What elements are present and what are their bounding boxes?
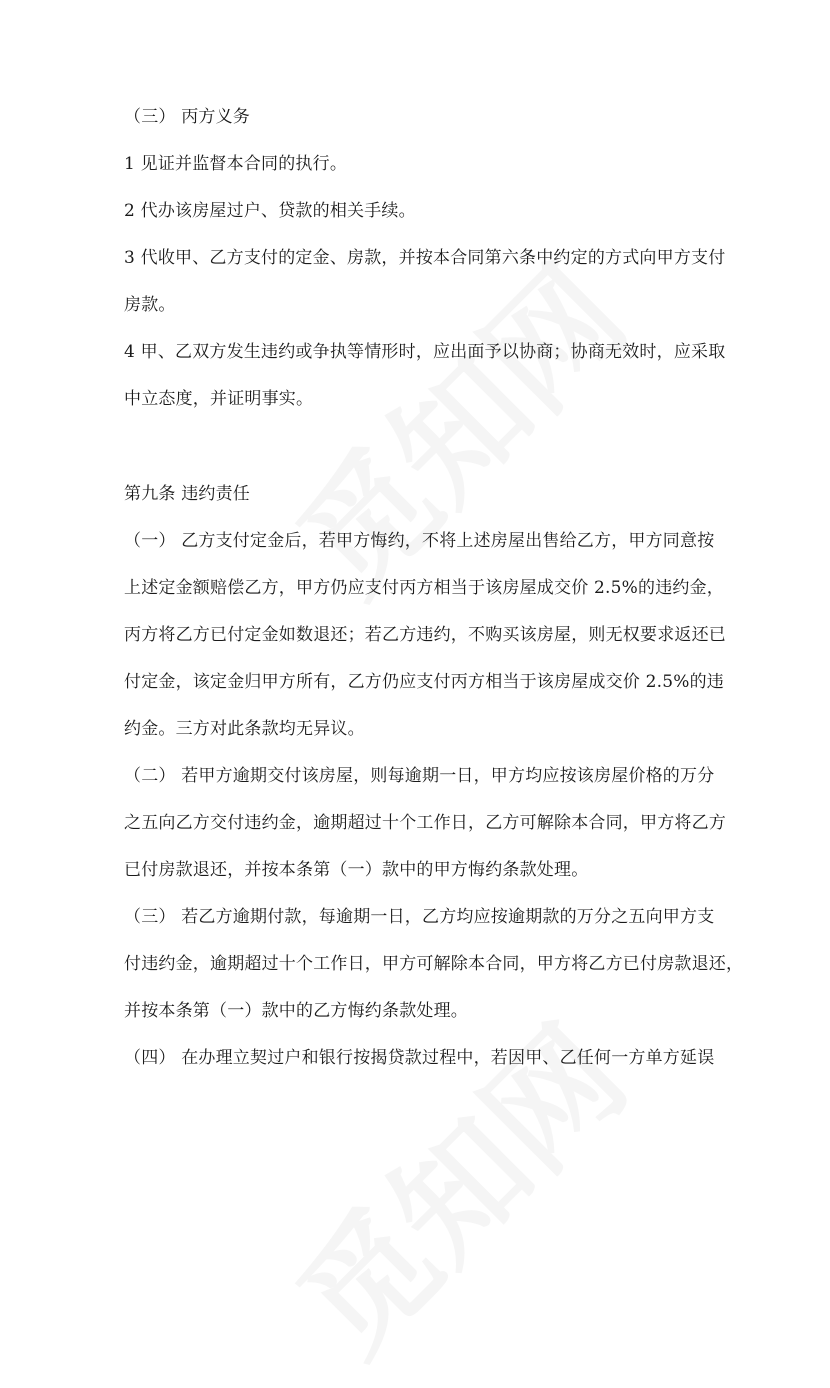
watermark bbox=[251, 219, 659, 627]
paragraph-line: 约金。三方对此条款均无异议。 bbox=[124, 719, 365, 739]
paragraph-line: 3 代收甲、乙方支付的定金、房款，并按本合同第六条中约定的方式向甲方支付 bbox=[124, 248, 726, 268]
paragraph-line: （四） 在办理立契过户和银行按揭贷款过程中，若因甲、乙任何一方单方延误 bbox=[124, 1048, 715, 1068]
paragraph-line: 1 见证并监督本合同的执行。 bbox=[124, 154, 348, 174]
paragraph-line: 4 甲、乙双方发生违约或争执等情形时，应出面予以协商；协商无效时，应采取 bbox=[124, 342, 726, 362]
paragraph-line: 已付房款退还，并按本条第（一）款中的甲方悔约条款处理。 bbox=[124, 860, 589, 880]
paragraph-line: （三） 若乙方逾期付款，每逾期一日，乙方均应按逾期款的万分之五向甲方支 bbox=[124, 907, 715, 927]
section-heading-party-c-duties: （三） 丙方义务 bbox=[124, 107, 251, 127]
paragraph-line: （一） 乙方支付定金后，若甲方悔约，不将上述房屋出售给乙方，甲方同意按 bbox=[124, 531, 715, 551]
paragraph-line: （二） 若甲方逾期交付该房屋，则每逾期一日，甲方均应按该房屋价格的万分 bbox=[124, 766, 715, 786]
paragraph-line: 付违约金，逾期超过十个工作日，甲方可解除本合同，甲方将乙方已付房款退还， bbox=[124, 954, 744, 974]
paragraph-line: 之五向乙方交付违约金，逾期超过十个工作日，乙方可解除本合同，甲方将乙方 bbox=[124, 813, 726, 833]
paragraph-line: 付定金，该定金归甲方所有，乙方仍应支付丙方相当于该房屋成交价 2.5%的违 bbox=[124, 672, 724, 692]
paragraph-line: 房款。 bbox=[124, 295, 176, 315]
paragraph-line: 2 代办该房屋过户、贷款的相关手续。 bbox=[124, 201, 416, 221]
paragraph-line: 中立态度，并证明事实。 bbox=[124, 389, 314, 409]
article-heading-breach-liability: 第九条 违约责任 bbox=[124, 484, 251, 504]
paragraph-line: 上述定金额赔偿乙方，甲方仍应支付丙方相当于该房屋成交价 2.5%的违约金， bbox=[124, 578, 724, 598]
paragraph-line: 丙方将乙方已付定金如数退还；若乙方违约，不购买该房屋，则无权要求返还已 bbox=[124, 625, 726, 645]
paragraph-line: 并按本条第（一）款中的乙方悔约条款处理。 bbox=[124, 1001, 468, 1021]
watermark bbox=[251, 979, 659, 1387]
